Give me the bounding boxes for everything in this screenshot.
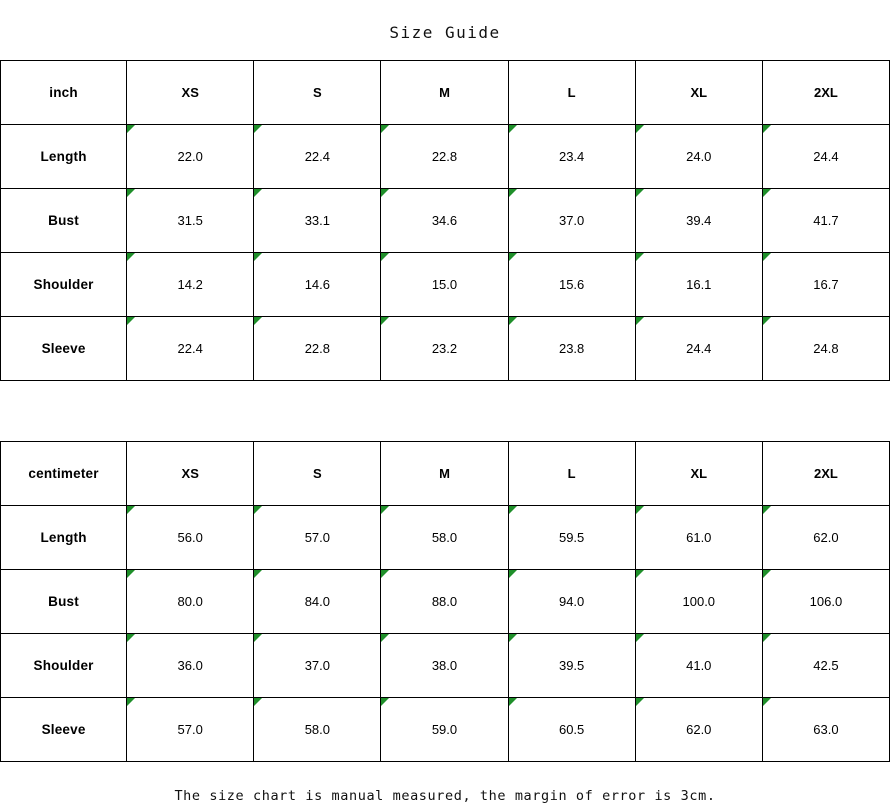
corner-marker-icon — [127, 506, 135, 514]
cell-text: 22.4 — [177, 341, 203, 356]
cell-text: 60.5 — [558, 722, 585, 737]
corner-marker-icon — [254, 317, 262, 325]
cell-sleeve-2xl — [762, 317, 889, 381]
row-label-length: Length — [1, 125, 127, 189]
cell-text: 58.0 — [431, 530, 458, 545]
corner-marker-icon — [763, 698, 771, 706]
corner-marker-icon — [254, 125, 262, 133]
corner-marker-icon — [509, 317, 517, 325]
size-table-inch — [0, 60, 890, 381]
column-header-s: S — [254, 442, 381, 506]
corner-marker-icon — [636, 317, 644, 325]
corner-marker-icon — [381, 125, 389, 133]
cell-shoulder-2xl — [762, 253, 889, 317]
corner-marker-icon — [127, 189, 135, 197]
cell-shoulder-l — [508, 253, 635, 317]
cell-text: 34.6 — [431, 213, 458, 228]
cell-text: 24.4 — [686, 341, 712, 356]
cell-text: 22.4 — [304, 149, 330, 164]
cell-length-2xl — [762, 125, 889, 189]
row-label-bust: Bust — [1, 570, 127, 634]
cell-text: 57.0 — [304, 530, 330, 545]
cell-shoulder-2xl — [762, 634, 889, 698]
cell-text: 16.7 — [813, 277, 839, 292]
corner-marker-icon — [763, 253, 771, 261]
table-separator — [0, 381, 890, 441]
row-label-sleeve: Sleeve — [1, 698, 127, 762]
corner-marker-icon — [509, 189, 517, 197]
cell-text: 94.0 — [558, 594, 585, 609]
cell-text: 39.5 — [558, 658, 585, 673]
unit-label-inch: inch — [1, 61, 127, 125]
corner-marker-icon — [509, 634, 517, 642]
cell-shoulder-m — [381, 634, 508, 698]
table-row — [1, 253, 890, 317]
cell-text: 37.0 — [558, 213, 585, 228]
cell-text: 16.1 — [686, 277, 712, 292]
size-table-centimeter — [0, 441, 890, 762]
corner-marker-icon — [636, 189, 644, 197]
corner-marker-icon — [636, 634, 644, 642]
footer-note: The size chart is manual measured, the margin of error is 3cm. — [174, 788, 716, 804]
corner-marker-icon — [763, 506, 771, 514]
column-header-s: S — [254, 61, 381, 125]
cell-text: 41.0 — [686, 658, 712, 673]
table-header-row — [1, 442, 890, 506]
cell-bust-l — [508, 189, 635, 253]
cell-shoulder-m — [381, 253, 508, 317]
cell-bust-xl — [635, 189, 762, 253]
cell-text: 38.0 — [431, 658, 458, 673]
corner-marker-icon — [254, 570, 262, 578]
cell-bust-s — [254, 570, 381, 634]
corner-marker-icon — [381, 634, 389, 642]
cell-sleeve-2xl — [762, 698, 889, 762]
corner-marker-icon — [763, 189, 771, 197]
cell-text: 22.8 — [304, 341, 330, 356]
row-label-sleeve: Sleeve — [1, 317, 127, 381]
table-row — [1, 317, 890, 381]
corner-marker-icon — [509, 253, 517, 261]
cell-bust-m — [381, 570, 508, 634]
cell-sleeve-xl — [635, 317, 762, 381]
table-row — [1, 125, 890, 189]
corner-marker-icon — [381, 317, 389, 325]
row-label-length: Length — [1, 506, 127, 570]
cell-text: 106.0 — [809, 594, 843, 609]
corner-marker-icon — [636, 570, 644, 578]
cell-bust-2xl — [762, 189, 889, 253]
cell-length-xs — [127, 506, 254, 570]
cell-text: 80.0 — [177, 594, 203, 609]
column-header-l: L — [508, 442, 635, 506]
cell-text: 23.4 — [558, 149, 585, 164]
cell-length-xl — [635, 506, 762, 570]
column-header-xl: XL — [635, 442, 762, 506]
cell-text: 61.0 — [686, 530, 712, 545]
table-row — [1, 634, 890, 698]
cell-sleeve-xl — [635, 698, 762, 762]
cell-text: 58.0 — [304, 722, 330, 737]
corner-marker-icon — [127, 634, 135, 642]
cell-text: 14.2 — [177, 277, 203, 292]
corner-marker-icon — [254, 634, 262, 642]
corner-marker-icon — [763, 634, 771, 642]
cell-bust-xs — [127, 570, 254, 634]
corner-marker-icon — [381, 570, 389, 578]
cell-text: 88.0 — [431, 594, 458, 609]
corner-marker-icon — [254, 506, 262, 514]
corner-marker-icon — [127, 698, 135, 706]
cell-text: 22.8 — [431, 149, 458, 164]
corner-marker-icon — [127, 125, 135, 133]
corner-marker-icon — [636, 253, 644, 261]
corner-marker-icon — [763, 125, 771, 133]
cell-shoulder-xs — [127, 253, 254, 317]
column-header-m: M — [381, 442, 508, 506]
cell-text: 100.0 — [682, 594, 716, 609]
corner-marker-icon — [509, 698, 517, 706]
column-header-l: L — [508, 61, 635, 125]
cell-text: 39.4 — [686, 213, 712, 228]
corner-marker-icon — [763, 317, 771, 325]
cell-text: 56.0 — [177, 530, 203, 545]
corner-marker-icon — [381, 189, 389, 197]
corner-marker-icon — [254, 189, 262, 197]
table-header-row — [1, 61, 890, 125]
cell-sleeve-xs — [127, 698, 254, 762]
cell-text: 33.1 — [304, 213, 330, 228]
column-header-2xl: 2XL — [762, 61, 889, 125]
column-header-xl: XL — [635, 61, 762, 125]
corner-marker-icon — [381, 698, 389, 706]
cell-bust-xl — [635, 570, 762, 634]
cell-text: 62.0 — [813, 530, 839, 545]
cell-length-l — [508, 506, 635, 570]
cell-text: 36.0 — [177, 658, 203, 673]
row-label-shoulder: Shoulder — [1, 253, 127, 317]
cell-length-2xl — [762, 506, 889, 570]
cell-bust-xs — [127, 189, 254, 253]
cell-text: 15.6 — [558, 277, 585, 292]
column-header-xs: XS — [127, 61, 254, 125]
column-header-2xl: 2XL — [762, 442, 889, 506]
cell-text: 24.4 — [813, 149, 839, 164]
cell-shoulder-xs — [127, 634, 254, 698]
table-row — [1, 506, 890, 570]
cell-text: 15.0 — [431, 277, 458, 292]
corner-marker-icon — [509, 506, 517, 514]
cell-text: 23.8 — [558, 341, 585, 356]
cell-bust-2xl — [762, 570, 889, 634]
cell-length-l — [508, 125, 635, 189]
cell-text: 63.0 — [813, 722, 839, 737]
cell-text: 14.6 — [304, 277, 330, 292]
cell-bust-s — [254, 189, 381, 253]
table-row — [1, 570, 890, 634]
corner-marker-icon — [381, 253, 389, 261]
cell-sleeve-s — [254, 317, 381, 381]
cell-shoulder-xl — [635, 634, 762, 698]
cell-length-s — [254, 125, 381, 189]
cell-sleeve-xs — [127, 317, 254, 381]
row-label-shoulder: Shoulder — [1, 634, 127, 698]
cell-text: 57.0 — [177, 722, 203, 737]
cell-text: 42.5 — [813, 658, 839, 673]
cell-length-xs — [127, 125, 254, 189]
row-label-bust: Bust — [1, 189, 127, 253]
cell-text: 22.0 — [177, 149, 203, 164]
cell-bust-l — [508, 570, 635, 634]
cell-bust-m — [381, 189, 508, 253]
cell-text: 84.0 — [304, 594, 330, 609]
table-row — [1, 189, 890, 253]
cell-shoulder-s — [254, 634, 381, 698]
cell-sleeve-s — [254, 698, 381, 762]
corner-marker-icon — [254, 698, 262, 706]
cell-text: 59.5 — [558, 530, 585, 545]
corner-marker-icon — [763, 570, 771, 578]
table-row — [1, 698, 890, 762]
column-header-xs: XS — [127, 442, 254, 506]
cell-sleeve-m — [381, 698, 508, 762]
cell-shoulder-s — [254, 253, 381, 317]
cell-text: 62.0 — [686, 722, 712, 737]
corner-marker-icon — [127, 317, 135, 325]
cell-shoulder-xl — [635, 253, 762, 317]
corner-marker-icon — [509, 125, 517, 133]
cell-text: 31.5 — [177, 213, 203, 228]
corner-marker-icon — [381, 506, 389, 514]
corner-marker-icon — [636, 698, 644, 706]
cell-text: 24.8 — [813, 341, 839, 356]
corner-marker-icon — [509, 570, 517, 578]
cell-shoulder-l — [508, 634, 635, 698]
cell-length-m — [381, 506, 508, 570]
cell-length-m — [381, 125, 508, 189]
column-header-m: M — [381, 61, 508, 125]
cell-sleeve-l — [508, 317, 635, 381]
cell-length-xl — [635, 125, 762, 189]
corner-marker-icon — [254, 253, 262, 261]
cell-text: 59.0 — [431, 722, 458, 737]
cell-length-s — [254, 506, 381, 570]
cell-text: 41.7 — [813, 213, 839, 228]
cell-text: 24.0 — [686, 149, 712, 164]
corner-marker-icon — [636, 125, 644, 133]
corner-marker-icon — [636, 506, 644, 514]
corner-marker-icon — [127, 253, 135, 261]
page-title: Size Guide — [389, 23, 501, 42]
cell-sleeve-l — [508, 698, 635, 762]
corner-marker-icon — [127, 570, 135, 578]
cell-text: 23.2 — [431, 341, 458, 356]
cell-text: 37.0 — [304, 658, 330, 673]
unit-label-centimeter: centimeter — [1, 442, 127, 506]
cell-sleeve-m — [381, 317, 508, 381]
